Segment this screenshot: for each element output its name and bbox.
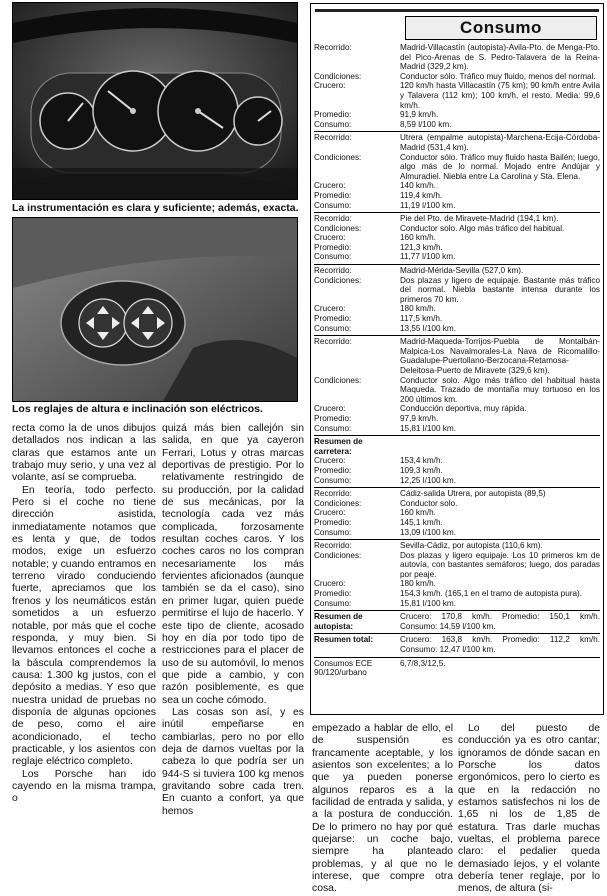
consumo-row-label: Recorrido: <box>314 214 352 224</box>
consumo-row-value <box>400 437 600 456</box>
consumo-row-value: 180 km/h. <box>400 579 436 589</box>
consumo-row-value: 121,3 km/h. <box>400 242 443 252</box>
consumo-row <box>314 214 600 224</box>
consumo-row-value: Pie del Pto. de Miravete-Madrid (194,1 km). <box>400 214 559 224</box>
consumo-row-value: 8,59 l/100 km. <box>400 119 452 129</box>
consumo-row-value: Conductor sólo. Tráfico muy fluido hasta Bailén; luego, algo más de lo normal. Mojado entre Andújar y Almuradiel. Niebla entre La Carolina y Sta. Elena. <box>400 152 600 181</box>
consumo-row <box>314 437 600 456</box>
consumo-row-label: Promedio: <box>314 589 352 599</box>
consumo-row-value: Crucero: 163,8 km/h. Promedio: 112,2 km/h. Consumo: 12,47 l/100 km. <box>400 635 600 655</box>
consumo-top-bar <box>315 9 599 12</box>
consumo-row-label: Crucero: <box>314 579 346 589</box>
consumo-row <box>314 81 600 110</box>
consumo-row-label: Crucero: <box>314 508 346 518</box>
consumo-row <box>314 456 600 466</box>
consumo-row <box>314 599 600 609</box>
consumo-row-label: Promedio: <box>314 242 352 252</box>
consumo-row-label: Promedio: <box>314 110 352 120</box>
consumo-row <box>314 181 600 191</box>
consumo-entry <box>314 488 600 540</box>
consumo-row <box>314 466 600 476</box>
consumo-row-value: 120 km/h hasta Villacastín (75 km); 90 km/h entre Avila y Talavera (112 km); 100 km/h, el resto. Media: 99,6 km/h. <box>400 81 600 110</box>
consumo-row-label: Condiciones: <box>314 498 362 508</box>
consumo-row-value: Dos plazas y ligero de equipaje. Bastante más tráfico del normal. Niebla bastante intensa durante los primeros 70 km. <box>400 275 600 304</box>
consumo-entry <box>314 265 600 336</box>
consumo-row-label: Consumo: <box>314 323 352 333</box>
instrument-cluster-photo <box>12 2 298 200</box>
photo-caption-instrumentation: La instrumentación es clara y suficiente; además, exacta. <box>12 202 299 214</box>
consumo-row <box>314 659 600 678</box>
consumo-row <box>314 414 600 424</box>
consumo-row-label: Crucero: <box>314 304 346 314</box>
consumo-row-label: Condiciones: <box>314 550 362 560</box>
consumo-row <box>314 551 600 580</box>
consumo-row <box>314 476 600 486</box>
consumo-entry <box>314 540 600 611</box>
consumo-row-label: Promedio: <box>314 517 352 527</box>
consumo-row-value: 97,9 km/h. <box>400 413 439 423</box>
consumo-row <box>314 424 600 434</box>
paragraph: recta como la de unos dibujos detallados nos indican a las claras que estamos ante un trabajo muy serio, y una vez al volante, así se comprueba. <box>12 423 156 484</box>
consumo-row <box>314 508 600 518</box>
consumo-row-value: 6,7/8,3/12,5. <box>400 658 446 668</box>
paragraph: empezado a hablar de ello, el de suspensión es francamente aceptable, y los asientos son excelentes; a lo que ya pueden ponerse algunos reparos es a la facilidad de entrada y salida, y a la postura de conducción. De lo primero no hay por qué quejarse: un coche bajo, siempre ha planteado problemas, y al que no le interese, que compre otra cosa. <box>312 723 453 895</box>
consumo-row-label: Recorrido: <box>314 541 352 551</box>
consumo-table <box>314 42 600 680</box>
consumo-row <box>314 266 600 276</box>
consumo-title: Consumo <box>405 16 597 40</box>
seat-controls-illustration <box>13 218 297 401</box>
consumo-row <box>314 489 600 499</box>
consumo-row-label: Recorrido: <box>314 133 352 143</box>
consumo-row <box>314 243 600 253</box>
consumo-row-value: Utrera (empalme autopista)-Marchena-Ecija-Córdoba-Madrid (531,4 km). <box>400 133 600 152</box>
consumo-row-label: Condiciones: <box>314 275 362 285</box>
consumo-row-value: 145,1 km/h. <box>400 517 443 527</box>
consumo-row-value: Dos plazas y ligero equipaje. Los 10 primeros km de autovía, con bastantes semáforos; luego, dos paradas por peaje. <box>400 550 600 579</box>
consumo-row-label: Promedio: <box>314 190 352 200</box>
consumo-row-value: Madrid-Maqueda-Torrijos-Puebla de Montalbán-Malpica-Los Navalmorales-La Nava de Ricomalillo-Guadalupe-Puertollano-Berzocana-Retamosa-Deleitosa-Puerto de Miravete (329,6 km). <box>400 337 600 375</box>
consumo-row-label: Condiciones: <box>314 223 362 233</box>
consumo-row <box>314 337 600 375</box>
consumo-row-label: Recorrido: <box>314 337 352 347</box>
paragraph: Los Porsche han ido cayendo en la misma trampa, o <box>12 768 156 805</box>
consumo-row-label: Consumo: <box>314 527 352 537</box>
consumo-row-value: Madrid-Villacastín (autopista)-Avila-Pto. de Menga-Pto. del Pico-Arenas de S. Pedro-Talavera de la Reina-Madrid (329,2 km). <box>400 43 600 72</box>
consumo-row <box>314 528 600 538</box>
consumo-row <box>314 314 600 324</box>
consumo-row-value: 154,3 km/h. (165,1 en el tramo de autopista pura). <box>400 589 583 599</box>
consumo-row <box>314 191 600 201</box>
consumo-row-label: Condiciones: <box>314 375 362 385</box>
consumo-row <box>314 376 600 405</box>
consumo-entry <box>314 42 600 132</box>
consumo-row <box>314 133 600 152</box>
article-column-2 <box>162 423 304 818</box>
consumo-row-label: Recorrido: <box>314 489 352 499</box>
paragraph: En teoría, todo perfecto. Pero si el coche no tiene dirección asistida, inmediatamente notamos que es lenta y que, de todos modos, exige un esfuerzo notable; y cuando entramos en terreno virado conduciendo fuerte, apreciamos que los frenos y los neumáticos están sometidos a un esfuerzo notable, por más que el coche responda, y muy bien. Si llevamos entonces el coche a la báscula comprendemos la causa: 1.300 kg justos, con el depósito a medias. Y eso que nuestra unidad de pruebas no disponía de algunas opciones de peso, como el aire acondicionado, el techo practicable, y los asientos con reglaje eléctrico completo. <box>12 484 156 768</box>
article-column-4 <box>458 723 600 896</box>
consumo-row-label: Consumo: <box>314 119 352 129</box>
consumo-entry <box>314 634 600 657</box>
consumo-row <box>314 518 600 528</box>
consumo-row <box>314 72 600 82</box>
consumo-row-value: 109,3 km/h. <box>400 465 443 475</box>
consumo-row <box>314 612 600 631</box>
consumo-row-value: 117,5 km/h. <box>400 314 443 324</box>
consumo-row-label: Promedio: <box>314 465 352 475</box>
consumo-row-label: Resumen de autopista: <box>314 612 363 631</box>
consumo-row-value: 160 km/h. <box>400 233 436 243</box>
consumo-row-value: 140 km/h. <box>400 181 436 191</box>
article-column-3 <box>312 723 453 896</box>
consumo-row-label: Consumo: <box>314 475 352 485</box>
consumo-row-value: Cádiz-salida Utrera, por autopista (89,5) <box>400 489 546 499</box>
consumo-row <box>314 579 600 589</box>
consumo-row <box>314 635 600 654</box>
consumo-row-value: 119,4 km/h. <box>400 190 443 200</box>
consumo-row <box>314 324 600 334</box>
consumo-row-label: Resumen total: <box>314 635 374 645</box>
consumo-row-label: Promedio: <box>314 314 352 324</box>
consumo-row-value: 15,81 l/100 km. <box>400 598 456 608</box>
consumo-box <box>310 3 604 715</box>
consumo-row-label: Condiciones: <box>314 71 362 81</box>
consumo-row-label: Resumen de carretera: <box>314 437 363 456</box>
consumo-row-value: 13,09 l/100 km. <box>400 527 456 537</box>
consumo-row <box>314 304 600 314</box>
consumo-row-label: Crucero: <box>314 456 346 466</box>
consumo-row-value: Conductor solo. Algo más tráfico del habitual hasta Maqueda. Trazado de montaña muy tortuoso en los 200 últimos km. <box>400 375 600 404</box>
consumo-row <box>314 153 600 182</box>
consumo-row <box>314 252 600 262</box>
consumo-row <box>314 541 600 551</box>
paragraph: quizá más bien callejón sin salida, en que ya cayeron Ferrari, Lotus y otras marcas deportivas de prestigio. Por lo relativamente restringido de su producción, por la calidad de sus mecánicas, por la tecnología cada vez más complicada, forzosamente resultan coches caros. Y los coches caros no los compran necesariamente los más fervientes aficionados (aunque también se da el caso), sino en primer lugar, quien puede permitirse el lujo de hacerlo. Y este tipo de cliente, acosado hoy en día por todo tipo de restricciones para el placer de uso de su automóvil, lo menos que pide a cambio, y con razón posiblemente, es que sea un coche cómodo. <box>162 423 304 706</box>
consumo-row-value: Crucero: 170,8 km/h. Promedio: 150,1 km/h. Consumo: 14,59 l/100 km. <box>400 612 600 631</box>
consumo-row <box>314 404 600 414</box>
consumo-row-label: Promedio: <box>314 413 352 423</box>
consumo-row-value: Conductor solo. <box>400 498 458 508</box>
consumo-row-label: Recorrido: <box>314 43 352 52</box>
consumo-row-value: Conductor solo. Algo más tráfico del habitual. <box>400 223 565 233</box>
consumo-row-value: 11,19 l/100 km. <box>400 200 456 210</box>
consumo-entry <box>314 213 600 265</box>
consumo-row <box>314 224 600 234</box>
consumo-row-label: Crucero: <box>314 181 346 191</box>
consumo-row <box>314 499 600 509</box>
consumo-row-value: 11,77 l/100 km. <box>400 252 456 262</box>
consumo-entry <box>314 436 600 488</box>
consumo-row-value: Madrid-Mérida-Sevilla (527,0 km). <box>400 266 524 276</box>
consumo-row-label: Condiciones: <box>314 152 362 162</box>
consumo-row-label: Consumo: <box>314 252 352 262</box>
consumo-row-value: 160 km/h. <box>400 508 436 518</box>
consumo-row-label: Crucero: <box>314 81 346 91</box>
consumo-row <box>314 120 600 130</box>
consumo-row-value: 153,4 km/h. <box>400 456 443 466</box>
consumo-entry <box>314 611 600 634</box>
consumo-row <box>314 110 600 120</box>
consumo-row <box>314 589 600 599</box>
consumo-row-value: 15,81 l/100 km. <box>400 423 456 433</box>
consumo-row-value: 12,25 l/100 km. <box>400 475 456 485</box>
consumo-row-value: Conducción deportiva, muy rápida. <box>400 404 527 414</box>
consumo-row <box>314 201 600 211</box>
consumo-row <box>314 276 600 305</box>
consumo-row-label: Consumo: <box>314 200 352 210</box>
seat-controls-photo <box>12 217 298 402</box>
consumo-entry <box>314 132 600 213</box>
instrument-cluster-illustration <box>13 3 297 199</box>
consumo-row-label: Recorrido: <box>314 266 352 276</box>
consumo-row-value: 91,9 km/h. <box>400 110 439 120</box>
consumo-row-label: Crucero: <box>314 233 346 243</box>
consumo-row-value: 13,55 l/100 km. <box>400 323 456 333</box>
consumo-row-value: Sevilla-Cádiz, por autopista (110,6 km). <box>400 541 543 551</box>
consumo-row-value: 180 km/h. <box>400 304 436 314</box>
paragraph: Las cosas son así, y es inútil empeñarse en cambiarlas, pero no por ello deja de darnos vueltas por la cabeza lo que podría ser un 944-S si tuviera 100 kg menos gravitando sobre cada tren. En cuanto a confort, ya que hemos <box>162 706 304 817</box>
consumo-row-label: Crucero: <box>314 404 346 414</box>
article-column-1 <box>12 423 156 806</box>
consumo-row-value: Conductor sólo. Tráfico muy fluido, menos del normal. <box>400 71 596 81</box>
consumo-row-label: Consumo: <box>314 423 352 433</box>
consumo-row <box>314 43 600 72</box>
consumo-row-label: Consumo: <box>314 598 352 608</box>
paragraph: Lo del puesto de conducción ya es otro cantar; ignoramos de dónde sacan en Porsche los datos ergonómicos, pero lo cierto es que en la redacción no estamos satisfechos ni los de 1,65 ni los de 1,85 de estatura. Tras darle muchas vueltas, el problema parece claro: el pedalier queda demasiado lejos, y el volante debería tener reglaje, por lo menos, de altura (si- <box>458 723 600 895</box>
consumo-row-label: Consumos ECE 90/120/urbano <box>314 658 373 678</box>
consumo-entry <box>314 336 600 436</box>
consumo-row <box>314 233 600 243</box>
photo-caption-seat-adjustment: Los reglajes de altura e inclinación son eléctricos. <box>12 403 263 415</box>
consumo-entry <box>314 658 600 680</box>
